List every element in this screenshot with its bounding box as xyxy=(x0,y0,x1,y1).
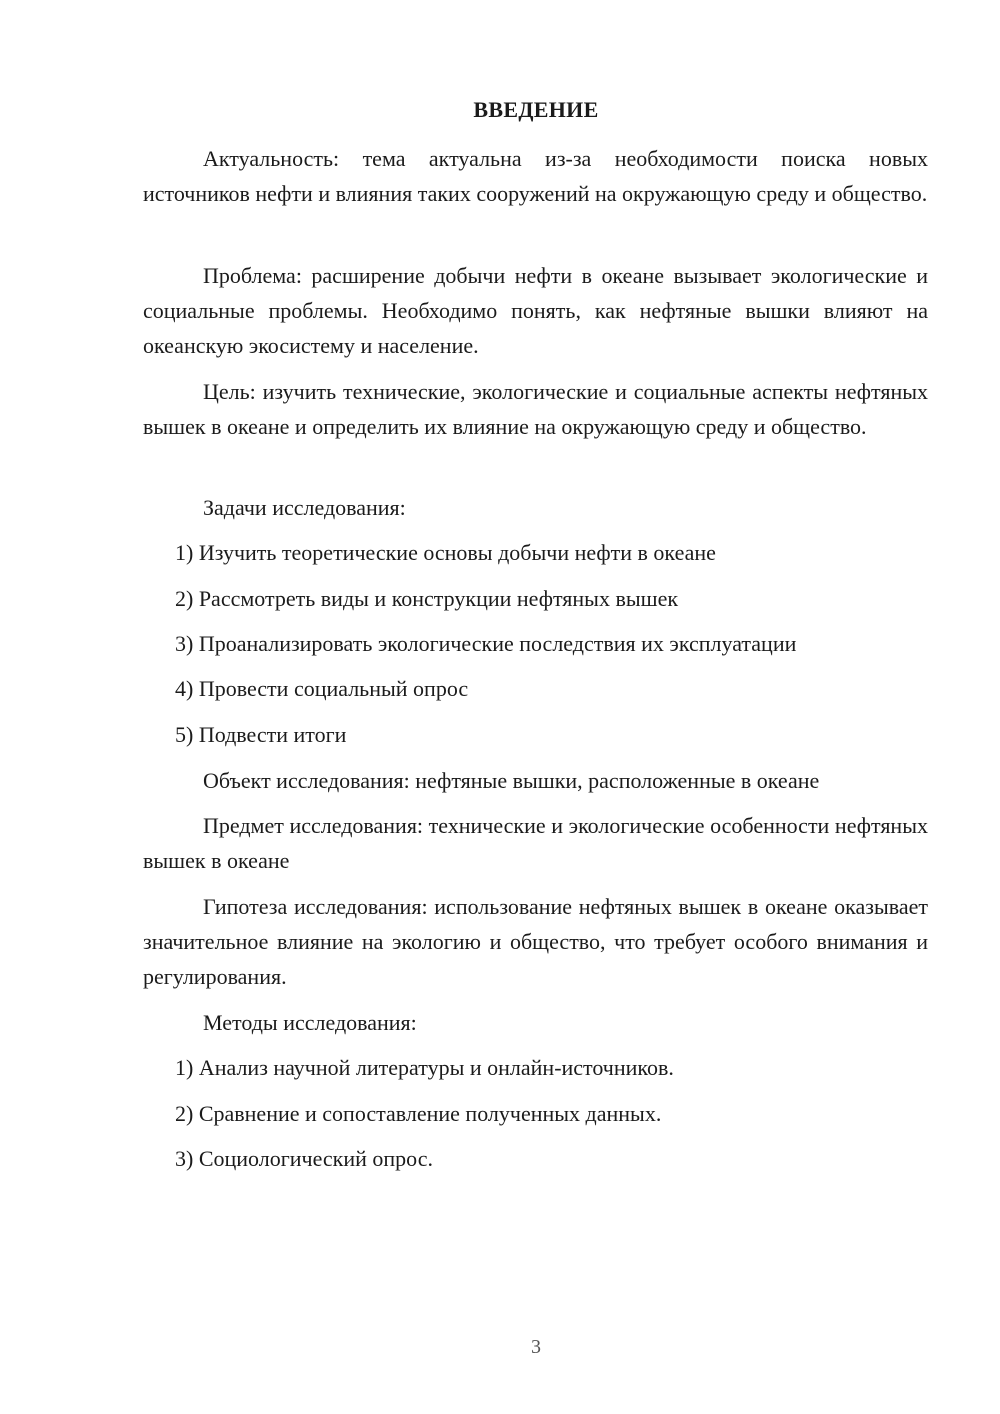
page-number: 3 xyxy=(531,1336,541,1358)
tasks-list-item-1 xyxy=(143,535,928,570)
methods-heading: Методы исследования: xyxy=(203,1010,417,1035)
relevance-paragraph: Актуальность: тема актуальна из-за необходимости поиска новых источников нефти и влияния таких сооружений на окружающую среду и общество. xyxy=(143,146,928,206)
methods-list-item-1 xyxy=(143,1050,928,1085)
problem-block xyxy=(143,258,928,363)
tasks-heading: Задачи исследования: xyxy=(203,495,406,520)
hypothesis-paragraph: Гипотеза исследования: использование нефтяных вышек в океане оказывает значительное влияние на экологию и общество, что требует особого внимания и регулирования. xyxy=(143,894,928,989)
object-block xyxy=(143,763,928,798)
relevance-block xyxy=(143,141,928,211)
list-item: 1) Анализ научной литературы и онлайн-источников. xyxy=(175,1055,674,1080)
goal-paragraph: Цель: изучить технические, экологические и социальные аспекты нефтяных вышек в океане и определить их влияние на окружающую среду и общество. xyxy=(143,379,928,439)
tasks-heading-block xyxy=(143,490,928,525)
list-item: 2) Рассмотреть виды и конструкции нефтяных вышек xyxy=(175,586,679,611)
tasks-list-item-2 xyxy=(143,581,928,616)
list-item: 2) Сравнение и сопоставление полученных данных. xyxy=(175,1101,662,1126)
goal-block xyxy=(143,374,928,444)
tasks-list-item-5 xyxy=(143,717,928,752)
list-item: 4) Провести социальный опрос xyxy=(175,676,469,701)
list-item: 3) Социологический опрос. xyxy=(175,1146,433,1171)
section-title: ВВЕДЕНИЕ xyxy=(473,97,599,122)
list-item: 5) Подвести итоги xyxy=(175,722,347,747)
list-item: 3) Проанализировать экологические последствия их эксплуатации xyxy=(175,631,797,656)
object-paragraph: Объект исследования: нефтяные вышки, расположенные в океане xyxy=(203,768,820,793)
subject-block xyxy=(143,808,928,878)
problem-paragraph: Проблема: расширение добычи нефти в океане вызывает экологические и социальные проблемы. Необходимо понять, как нефтяные вышки влияют на океанскую экосистему и население. xyxy=(143,263,928,358)
subject-paragraph: Предмет исследования: технические и экологические особенности нефтяных вышек в океане xyxy=(143,813,928,873)
hypothesis-block xyxy=(143,889,928,994)
list-item: 1) Изучить теоретические основы добычи нефти в океане xyxy=(175,540,716,565)
tasks-list-item-3 xyxy=(143,626,928,661)
methods-list-item-3 xyxy=(143,1141,928,1176)
methods-list-item-2 xyxy=(143,1096,928,1131)
tasks-list-item-4 xyxy=(143,671,928,706)
methods-heading-block xyxy=(143,1005,928,1040)
